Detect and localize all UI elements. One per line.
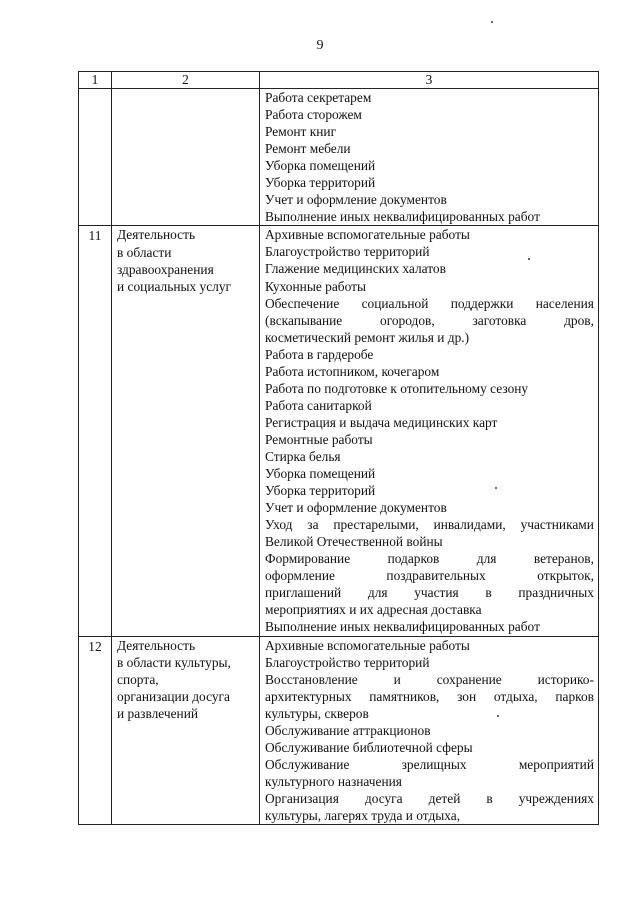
- work-item-line: Выполнение иных неквалифицированных работ: [265, 619, 540, 635]
- work-item: [265, 618, 594, 635]
- work-item: [265, 243, 594, 260]
- work-item: [265, 637, 594, 654]
- header-col-3: 3: [260, 72, 599, 89]
- work-item: [265, 397, 594, 414]
- row-number: [79, 89, 112, 226]
- work-item: [265, 465, 594, 482]
- work-item: [265, 260, 594, 277]
- header-col-1: 1: [79, 72, 112, 89]
- work-item-line: Ремонтные работы: [265, 431, 373, 447]
- work-item-line: оформление поздравительных открыток,: [265, 568, 594, 584]
- activity-area-line: и социальных услуг: [117, 278, 232, 294]
- work-item-line: Учет и оформление документов: [265, 192, 447, 208]
- work-item-line: мероприятиях и их адресная доставка: [265, 602, 482, 618]
- work-item: [265, 208, 594, 225]
- table-header-row: [79, 72, 599, 89]
- work-item-line: Работа сторожем: [265, 107, 362, 123]
- work-item-line: Обслуживание зрелищных мероприятий: [265, 756, 594, 772]
- work-item-line: Учет и оформление документов: [265, 500, 447, 516]
- work-item: [265, 346, 594, 363]
- activity-area-line: Деятельность: [117, 637, 196, 653]
- work-item-line: косметический ремонт жилья и др.): [265, 329, 470, 345]
- work-item: [265, 380, 594, 397]
- work-item-line: Работа санитаркой: [265, 397, 372, 413]
- work-item-line: архитектурных памятников, зон отдыха, парков: [265, 688, 594, 704]
- work-item-line: Уборка помещений: [265, 466, 376, 482]
- work-item-line: (вскапывание огородов, заготовка дров,: [265, 312, 594, 328]
- work-item: [265, 140, 594, 157]
- work-item: [265, 89, 594, 106]
- work-item: [265, 550, 594, 618]
- activity-area-line: здравоохранения: [117, 261, 214, 277]
- work-item-line: Работа секретарем: [265, 90, 372, 105]
- work-item: [265, 106, 594, 123]
- work-item-line: Выполнение иных неквалифицированных работ: [265, 209, 540, 225]
- activity-area-cell: [112, 89, 260, 226]
- table-row: [79, 89, 599, 226]
- work-item-line: культуры, скверов: [265, 705, 369, 721]
- work-item: [265, 363, 594, 380]
- activity-area-line: организации досуга: [117, 689, 230, 705]
- work-item-line: Ремонт книг: [265, 124, 337, 140]
- work-item-line: Уборка помещений: [265, 158, 376, 174]
- activity-area-cell: [112, 636, 260, 825]
- scan-speck: [497, 715, 499, 717]
- table-row: [79, 636, 599, 825]
- work-item-line: Обслуживание аттракционов: [265, 722, 431, 738]
- work-item-line: Регистрация и выдача медицинских карт: [265, 414, 498, 430]
- row-number: 11: [79, 226, 112, 636]
- work-item: [265, 448, 594, 465]
- work-item: [265, 226, 594, 243]
- work-item-line: Ремонт мебели: [265, 141, 351, 157]
- scan-speck: [491, 21, 493, 23]
- work-item: [265, 278, 594, 295]
- activity-area-cell: [112, 226, 260, 636]
- work-item: [265, 191, 594, 208]
- table-row: [79, 226, 599, 636]
- activity-area-line: Деятельность: [117, 227, 196, 243]
- work-item-line: Благоустройство территорий: [265, 654, 430, 670]
- work-item-line: Работа истопником, кочегаром: [265, 363, 440, 379]
- work-item: [265, 790, 594, 824]
- work-item-line: Уборка территорий: [265, 483, 376, 499]
- work-item-line: культурного назначения: [265, 773, 402, 789]
- work-item-line: Благоустройство территорий: [265, 244, 430, 260]
- work-item-line: Уход за престарелыми, инвалидами, участниками: [265, 517, 594, 533]
- works-table: [78, 71, 599, 825]
- work-item-line: Глажение медицинских халатов: [265, 261, 446, 277]
- work-item: [265, 431, 594, 448]
- work-item: [265, 516, 594, 550]
- work-item-line: Кухонные работы: [265, 278, 366, 294]
- activity-area-line: в области: [117, 244, 172, 260]
- work-item-line: Работа по подготовке к отопительному сезону: [265, 380, 529, 396]
- scan-speck: [528, 258, 530, 260]
- work-item-line: Обеспечение социальной поддержки населения: [265, 295, 594, 311]
- row-number: 12: [79, 636, 112, 825]
- work-item-line: Формирование подарков для ветеранов,: [265, 551, 594, 567]
- activity-area-line: в области культуры,: [117, 654, 231, 670]
- work-item: [265, 414, 594, 431]
- work-item-line: Обслуживание библиотечной сферы: [265, 739, 473, 755]
- work-item-line: Стирка белья: [265, 448, 341, 464]
- work-item-line: Уборка территорий: [265, 175, 376, 191]
- page-number: 9: [316, 38, 324, 53]
- table-body: [79, 89, 599, 825]
- works-list-cell: [260, 636, 599, 825]
- work-item: [265, 654, 594, 671]
- work-item-line: Великой Отечественной войны: [265, 534, 443, 550]
- work-item-line: Организация досуга детей в учреждениях: [265, 790, 594, 806]
- work-item: [265, 157, 594, 174]
- works-list-cell: [260, 226, 599, 636]
- scan-speck: [495, 487, 497, 489]
- work-item-line: Архивные вспомогательные работы: [265, 227, 470, 243]
- work-item: [265, 722, 594, 739]
- work-item: [265, 756, 594, 790]
- works-list-cell: [260, 89, 599, 226]
- work-item: [265, 174, 594, 191]
- header-col-2: 2: [112, 72, 260, 89]
- work-item: [265, 671, 594, 722]
- work-item-line: Восстановление и сохранение историко-: [265, 671, 594, 687]
- activity-area-line: спорта,: [117, 671, 159, 687]
- work-item-line: культуры, лагерях труда и отдыха,: [265, 807, 461, 823]
- work-item: [265, 123, 594, 140]
- work-item-line: Работа в гардеробе: [265, 346, 374, 362]
- work-item: [265, 295, 594, 346]
- work-item: [265, 499, 594, 516]
- activity-area-line: и развлечений: [117, 706, 199, 722]
- work-item: [265, 482, 594, 499]
- work-item: [265, 739, 594, 756]
- work-item-line: Архивные вспомогательные работы: [265, 637, 470, 653]
- work-item-line: приглашений для участия в праздничных: [265, 585, 594, 601]
